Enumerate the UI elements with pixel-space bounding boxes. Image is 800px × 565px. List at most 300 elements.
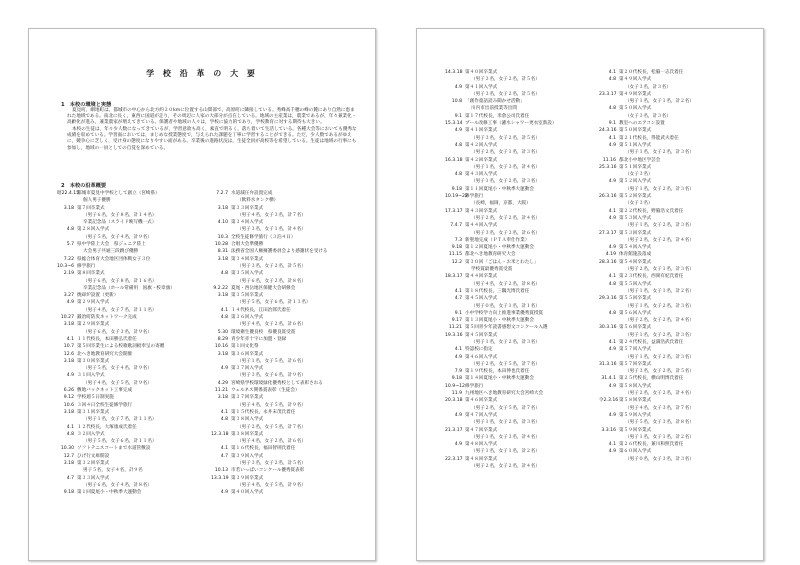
- timeline-entry: [211, 402, 361, 409]
- entry-date: 29.3.16: [599, 296, 617, 302]
- timeline-entry: [599, 69, 749, 76]
- entry-text: 第１７代校長，米倉公司氏着任: [465, 113, 530, 119]
- entry-text: （男子２名，女子２名，計４名）: [471, 464, 540, 470]
- entry-date: 21.3.17: [445, 427, 463, 433]
- timeline-entry: [599, 193, 749, 200]
- entry-date: 令2.3.16: [599, 398, 619, 404]
- entry-text: （男子４名，女子５名，計９名）: [83, 380, 152, 386]
- timeline-entry: [57, 278, 207, 285]
- entry-text: 第１回文化祭: [231, 344, 259, 350]
- timeline-entry: [599, 164, 749, 171]
- timeline-entry: [445, 427, 595, 434]
- entry-text: 敷地バックネット工事完成: [77, 388, 133, 394]
- timeline-entry: [57, 292, 207, 299]
- timeline-entry: [57, 394, 207, 401]
- entry-date: 11.16: [602, 157, 616, 163]
- timeline-entry: [211, 438, 361, 445]
- entry-text: 第２１代校長，得能武夫着任: [619, 135, 679, 141]
- entry-date: [599, 266, 619, 273]
- entry-date: 4.9: [454, 354, 462, 360]
- timeline-entry: [57, 431, 207, 438]
- timeline-entry: [211, 226, 361, 233]
- entry-date: [445, 149, 465, 156]
- entry-text: （男子４名，女子５名，計９名）: [237, 402, 306, 408]
- entry-text: （女子３名，計３名）: [625, 84, 671, 90]
- entry-text: 第４０回卒業式: [465, 70, 498, 75]
- timeline-entry: [57, 409, 207, 416]
- entry-date: 12.6: [63, 351, 74, 357]
- entry-text: 鍛冶町防災ネットワーク完成: [77, 315, 137, 321]
- timeline-entry: [445, 383, 595, 390]
- entry-text: 第５４回卒業式: [619, 259, 652, 265]
- entry-date: [445, 230, 465, 237]
- timeline-entry: [445, 448, 595, 455]
- intro-text: [67, 108, 357, 153]
- entry-date: 9.2.22: [213, 285, 228, 291]
- entry-date: 7.9: [454, 369, 462, 375]
- entry-text: 第３１回卒業式: [77, 409, 110, 415]
- timeline-entry: [599, 222, 749, 229]
- entry-text: 第１４回夏尾小・中秋季大運動会: [465, 376, 534, 382]
- entry-date: 15.3.14: [445, 121, 463, 127]
- entry-text: （男子３名，女子２名，計５名）: [237, 460, 306, 466]
- entry-date: [599, 456, 619, 463]
- timeline-entry: [211, 343, 361, 350]
- entry-text: ひげ行文庫開設: [77, 453, 110, 459]
- entry-text: 第３８回入学式: [231, 417, 264, 423]
- page-title: 学 校 沿 革 の 大 要: [146, 69, 258, 78]
- timeline-entry: [445, 222, 595, 229]
- entry-date: [57, 380, 77, 387]
- timeline-entry: [445, 251, 595, 258]
- entry-text: （長崎，福岡，京都，大阪）: [471, 201, 531, 207]
- timeline-entry: [57, 482, 207, 489]
- entry-text: 第５１回卒業式: [619, 164, 652, 170]
- entry-date: [57, 307, 77, 314]
- entry-date: 10.3: [217, 234, 228, 240]
- entry-date: 4.1: [66, 336, 74, 342]
- history-column-left: [445, 69, 595, 470]
- entry-text: （男子６名，女子８名，計１４名）: [83, 212, 157, 218]
- entry-text: 第３９回入学式: [231, 453, 264, 459]
- entry-text: 第４２回入学式: [465, 142, 498, 148]
- timeline-entry: [445, 230, 595, 237]
- timeline-entry: [599, 215, 749, 222]
- entry-text: （女子３名）: [625, 201, 653, 207]
- entry-date: [57, 197, 77, 204]
- entry-text: 第３３回卒業式: [231, 205, 264, 211]
- entry-text: （男子３名，女子２名，計５名）: [471, 77, 540, 83]
- entry-text: （男子１名，女子７名，計１１名）: [83, 417, 157, 423]
- timeline-entry: [57, 387, 207, 394]
- timeline-entry: [445, 456, 595, 463]
- entry-text: 第５９回入学式: [619, 412, 652, 418]
- entry-text: ３２回入学式: [77, 431, 105, 437]
- timeline-entry: [599, 346, 749, 353]
- timeline-entry: [211, 489, 361, 496]
- entry-text: （男子２名，女子２名，計４名）: [625, 318, 694, 324]
- timeline-entry: [599, 368, 749, 375]
- timeline-entry: [57, 351, 207, 358]
- entry-date: [445, 434, 465, 441]
- document-page-left: [28, 28, 376, 561]
- timeline-entry: [599, 76, 749, 83]
- timeline-entry: [599, 178, 749, 185]
- timeline-entry: [211, 336, 361, 343]
- entry-text: 都城市夏見中学校として創立（宮崎県）: [77, 191, 160, 196]
- entry-text: （男子１名，女子２名，計３名）: [625, 354, 694, 360]
- timeline-entry: [445, 288, 595, 295]
- entry-text: （男子３名，女子２名，計５名）: [237, 263, 306, 269]
- entry-text: 第５７回入学式: [619, 347, 652, 353]
- entry-text: （男子５名，女子６名，計１１名）: [83, 439, 157, 445]
- timeline-entry: [57, 416, 207, 423]
- entry-text: ウェルネス関係賞表彰（生徒会）: [231, 388, 300, 394]
- entry-date: 4.9: [454, 412, 462, 418]
- entry-date: [445, 200, 465, 207]
- entry-date: [599, 200, 619, 207]
- entry-text: 第５５回卒業式: [619, 296, 652, 302]
- entry-date: [211, 299, 231, 306]
- timeline-entry: [57, 336, 207, 343]
- entry-date: [599, 98, 619, 105]
- timeline-entry: [211, 321, 361, 328]
- entry-text: 夏尾・西岳地区保健大会研修会: [231, 285, 296, 291]
- timeline-entry: [57, 234, 207, 241]
- entry-date: [599, 405, 619, 412]
- timeline-entry: [57, 445, 207, 452]
- entry-text: 第３２回卒業式: [77, 460, 110, 466]
- entry-text: （男子４名，女子３名，計７名）: [237, 212, 306, 218]
- timeline-entry: [599, 383, 749, 390]
- entry-date: 12.2: [451, 259, 462, 265]
- entry-text: 大会男子共通三段跳び優勝: [83, 249, 139, 255]
- entry-date: [599, 222, 619, 229]
- entry-date: 昭22.4.15: [57, 191, 80, 196]
- entry-text: 第１６代校長，福田智則氏着任: [231, 446, 296, 452]
- timeline-entry: [445, 149, 595, 156]
- entry-date: [211, 263, 231, 270]
- entry-date: [445, 448, 465, 455]
- entry-date: 4.1: [608, 442, 616, 448]
- entry-date: 4.9: [608, 142, 616, 148]
- entry-date: 4.19: [605, 252, 616, 258]
- entry-text: 第５５回入学式: [619, 281, 652, 287]
- entry-date: 13.3.19: [211, 475, 229, 481]
- timeline-entry: [57, 263, 207, 270]
- entry-text: 第４５回入学式: [465, 296, 498, 302]
- entry-date: 4.1: [220, 307, 228, 313]
- timeline-entry: [445, 186, 595, 193]
- timeline-entry: [211, 351, 361, 358]
- entry-date: 11.21: [214, 388, 228, 394]
- entry-date: 23.3.17: [599, 91, 617, 97]
- entry-date: 27.3.17: [599, 230, 617, 236]
- entry-date: 9.18: [451, 376, 462, 382]
- timeline-entry: [599, 186, 749, 193]
- entry-text: （男子１名，女子１名，計２名）: [625, 288, 694, 294]
- entry-date: 3.27: [63, 293, 74, 299]
- entry-text: 焼却炉設置（更新）: [77, 293, 119, 299]
- entry-date: 4.8: [608, 77, 616, 83]
- entry-text: 第２２代校長，野脇浩文氏着任: [619, 208, 684, 214]
- entry-text: 第５２回卒業式: [619, 194, 652, 200]
- timeline-entry: [445, 339, 595, 346]
- timeline-entry: [599, 281, 749, 288]
- entry-date: [57, 212, 77, 219]
- entry-date: 3.18: [63, 460, 74, 466]
- entry-text: 第２９回卒業式: [77, 322, 110, 328]
- timeline-entry: [57, 402, 207, 409]
- entry-text: （男子２名，女子１名，計３名）: [625, 267, 694, 273]
- entry-text: （女子３名，計３名）: [625, 113, 671, 119]
- entry-date: [599, 368, 619, 375]
- timeline-entry: [599, 91, 749, 98]
- entry-text: （男子１名，女子１名，計２名）: [625, 434, 694, 440]
- timeline-entry: [211, 372, 361, 379]
- entry-date: 4.7: [66, 475, 74, 481]
- entry-text: 第４２回卒業式: [465, 157, 498, 163]
- timeline-entry: [445, 273, 595, 280]
- entry-date: 16.3.18: [445, 157, 463, 163]
- entry-date: 4.1: [454, 347, 462, 353]
- entry-date: 10.30: [60, 446, 74, 452]
- entry-date: 17.3.17: [445, 208, 463, 214]
- timeline-entry: [211, 329, 361, 336]
- document-page-right: [416, 28, 764, 561]
- timeline-entry: [445, 390, 595, 397]
- entry-text: （男子１名，女子１名，計２名）: [471, 449, 540, 455]
- entry-date: [211, 321, 231, 328]
- entry-text: 第４６回卒業式: [465, 398, 498, 404]
- entry-date: 9.18: [451, 245, 462, 251]
- entry-date: 25.3.16: [599, 164, 617, 170]
- entry-date: 10.19~22: [445, 194, 468, 200]
- entry-text: （男子１名，女子２名，計３名）: [471, 179, 540, 185]
- entry-text: 都北小中地区学芸会: [619, 157, 661, 163]
- timeline-entry: [445, 310, 595, 317]
- entry-date: 3.18: [63, 205, 74, 211]
- entry-date: 9.12: [63, 395, 74, 401]
- entry-date: 10.16: [214, 344, 228, 350]
- entry-text: 第５４回入学式: [619, 245, 652, 251]
- entry-text: （飲料水タンク横）: [237, 198, 279, 204]
- timeline-entry: [445, 434, 595, 441]
- timeline-entry: [599, 303, 749, 310]
- timeline-entry: [57, 241, 207, 248]
- entry-text: 第３６回卒業式: [231, 351, 264, 357]
- entry-text: 男子５名，女子４名，計９名: [83, 468, 143, 474]
- entry-text: （男子３名，女子２名，計５名）: [471, 91, 540, 97]
- timeline-entry: [211, 314, 361, 321]
- timeline-entry: [211, 205, 361, 212]
- timeline-entry: [445, 105, 595, 112]
- entry-date: 22.3.17: [445, 456, 463, 462]
- entry-text: （男子０名，女子３名，計３名）: [625, 456, 694, 462]
- entry-text: （男子２名，女子２名，計４名）: [625, 237, 694, 243]
- section-heading-environment: 1 本校の環境と実態: [61, 102, 112, 108]
- entry-date: 4.9: [608, 347, 616, 353]
- timeline-entry: [599, 412, 749, 419]
- entry-text: （男子３名，女子１名，計４名）: [237, 227, 306, 233]
- entry-text: 第４１回卒業式: [465, 128, 498, 134]
- entry-date: [445, 405, 465, 412]
- entry-text: ３回４日全校生徒修学旅行: [77, 402, 133, 408]
- timeline-entry: [211, 270, 361, 277]
- timeline-entry: [445, 200, 595, 207]
- entry-date: [57, 285, 77, 292]
- entry-text: 第１２回夏尾小・中秋季大運動会: [465, 245, 534, 251]
- timeline-entry: [599, 427, 749, 434]
- entry-text: （男子６名，女子２名，計８名）: [237, 278, 306, 284]
- entry-date: 4.8: [220, 417, 228, 423]
- entry-date: 4.9: [608, 449, 616, 455]
- timeline-entry: [57, 453, 207, 460]
- entry-text: （男子３名，女子６名，計９名）: [237, 373, 306, 379]
- timeline-entry: [57, 489, 207, 496]
- timeline-entry: [445, 142, 595, 149]
- entry-date: 4.10: [217, 220, 228, 226]
- entry-date: [445, 76, 465, 83]
- entry-text: （男子１名，女子２名，計３名）: [625, 150, 694, 156]
- entry-text: ソフトテニスコートまで水道管敷設: [77, 446, 151, 452]
- entry-date: 3.18: [217, 205, 228, 211]
- entry-text: 青少年赤十字に加盟・登録: [231, 336, 287, 342]
- entry-date: [445, 91, 465, 98]
- timeline-entry: [57, 212, 207, 219]
- entry-text: 新聖地完成（ＰＴＡ奉仕作業）: [465, 237, 530, 243]
- timeline-entry: [445, 91, 595, 98]
- entry-text: （男子０名，女子１名，計１名）: [471, 303, 540, 309]
- entry-text: 北へき地教育研究大会開催: [77, 351, 133, 357]
- timeline-entry: [445, 412, 595, 419]
- timeline-entry: [445, 127, 595, 134]
- entry-date: 4.7: [220, 453, 228, 459]
- entry-date: [211, 278, 231, 285]
- entry-text: （男子４名，女子２名，計６名）: [237, 322, 306, 328]
- entry-date: [445, 215, 465, 222]
- timeline-entry: [211, 248, 361, 255]
- timeline-entry: [211, 453, 361, 460]
- timeline-entry: [57, 226, 207, 233]
- timeline-entry: [599, 375, 749, 382]
- entry-text: （男子４名，女子２名，計６名）: [237, 439, 306, 445]
- entry-date: 4.9: [608, 215, 616, 221]
- entry-date: [599, 186, 619, 193]
- entry-date: 9.1: [608, 121, 616, 127]
- entry-date: [445, 164, 465, 171]
- timeline-entry: [57, 424, 207, 431]
- entry-date: [445, 281, 465, 288]
- entry-date: [211, 424, 231, 431]
- timeline-entry: [599, 208, 749, 215]
- timeline-entry: [211, 241, 361, 248]
- entry-date: 12.7: [63, 453, 74, 459]
- entry-date: 10.6: [63, 402, 74, 408]
- timeline-entry: [57, 205, 207, 212]
- timeline-entry: [211, 475, 361, 482]
- entry-date: 6.26: [63, 388, 74, 394]
- entry-text: （男子２名，女子２名，計４名）: [471, 215, 540, 221]
- entry-text: 第５６回入学式: [619, 310, 652, 316]
- entry-date: 26.3.16: [599, 194, 617, 200]
- entry-date: 4.7: [454, 296, 462, 302]
- entry-date: 9.17: [451, 318, 462, 324]
- entry-text: （男子５名，女子３名，計８名）: [625, 420, 694, 426]
- timeline-entry: [211, 358, 361, 365]
- timeline-entry: [211, 285, 361, 292]
- entry-date: [599, 419, 619, 426]
- timeline-entry: [57, 475, 207, 482]
- entry-text: 小中学校学力向上推進事業優秀賞授賞: [465, 310, 544, 316]
- entry-date: 4.9: [220, 490, 228, 496]
- timeline-entry: [445, 354, 595, 361]
- timeline-entry: [445, 171, 595, 178]
- entry-text: 市若いっぱいコンクール優秀賞表彰: [231, 468, 305, 474]
- history-column-left: [57, 190, 207, 496]
- timeline-entry: [445, 215, 595, 222]
- entry-date: [211, 197, 231, 204]
- entry-date: 11.21: [448, 325, 462, 331]
- entry-text: 第３８回卒業式: [231, 431, 264, 437]
- timeline-entry: [445, 69, 595, 76]
- timeline-entry: [211, 190, 361, 197]
- entry-date: [57, 467, 77, 474]
- entry-date: 4.29: [217, 380, 228, 386]
- entry-date: 14.3.18: [445, 70, 463, 75]
- entry-text: 第５１回入学式: [619, 142, 652, 148]
- timeline-entry: [445, 375, 595, 382]
- entry-text: 第１５代校長，永井末茂氏着任: [231, 409, 296, 415]
- entry-date: 11.9: [451, 391, 462, 397]
- entry-text: 第４９回卒業式: [619, 91, 652, 97]
- timeline-entry: [599, 266, 749, 273]
- timeline-entry: [599, 142, 749, 149]
- entry-text: 卒業記念品（ホール常備用 国旗・校章旗）: [83, 285, 175, 291]
- timeline-entry: [57, 314, 207, 321]
- entry-date: 4.1: [608, 274, 616, 280]
- entry-date: 4.9: [608, 412, 616, 418]
- timeline-entry: [57, 307, 207, 314]
- entry-date: 9.1: [454, 310, 462, 316]
- timeline-entry: [445, 113, 595, 120]
- timeline-entry: [445, 259, 595, 266]
- entry-text: 第４７回入学式: [465, 412, 498, 418]
- entry-text: 教室へのエアコン設置: [619, 121, 665, 127]
- history-column-right: [599, 69, 749, 463]
- timeline-entry: [211, 212, 361, 219]
- timeline-entry: [211, 416, 361, 423]
- entry-text: 第４０回入学式: [231, 490, 264, 496]
- entry-text: 第６０回入学式: [619, 449, 652, 455]
- entry-date: 31.4.1: [601, 376, 616, 382]
- entry-text: 第５３回入学式: [619, 215, 652, 221]
- entry-text: 第２４代校長，益満浩武氏着任: [619, 339, 684, 345]
- entry-text: 学校賞最優秀賞受賞: [471, 267, 513, 273]
- intro-paragraph: 夏見町，網地町は，都城市の中心から北方約２０kmに位置する山間部で，高原町に隣接している。秀峰高千穂の峰の麓にあり自然に恵まれた地域である。南北に長く，東西に国道が走り，その周辺に人家の大部分が点在している。地域の主産業は，農業であるが，年々兼業化・高齢化が進み，兼業農家が増えてきている。保護者や地域の人々は，学校に協力的であり，学校教育に対する期待も大きい。: [67, 108, 357, 126]
- entry-text: 第３５回卒業式: [231, 293, 264, 299]
- timeline-entry: [57, 285, 207, 292]
- timeline-entry: [445, 332, 595, 339]
- entry-text: 第１１回夏尾小・中秋季大運動会: [465, 186, 534, 192]
- entry-date: 7.3: [454, 237, 462, 243]
- entry-date: 4.8: [608, 281, 616, 287]
- entry-text: 第４５回卒業式: [465, 332, 498, 338]
- history-column-right: [211, 190, 361, 496]
- timeline-entry: [211, 292, 361, 299]
- timeline-entry: [211, 424, 361, 431]
- entry-text: 修学旅行: [465, 383, 484, 389]
